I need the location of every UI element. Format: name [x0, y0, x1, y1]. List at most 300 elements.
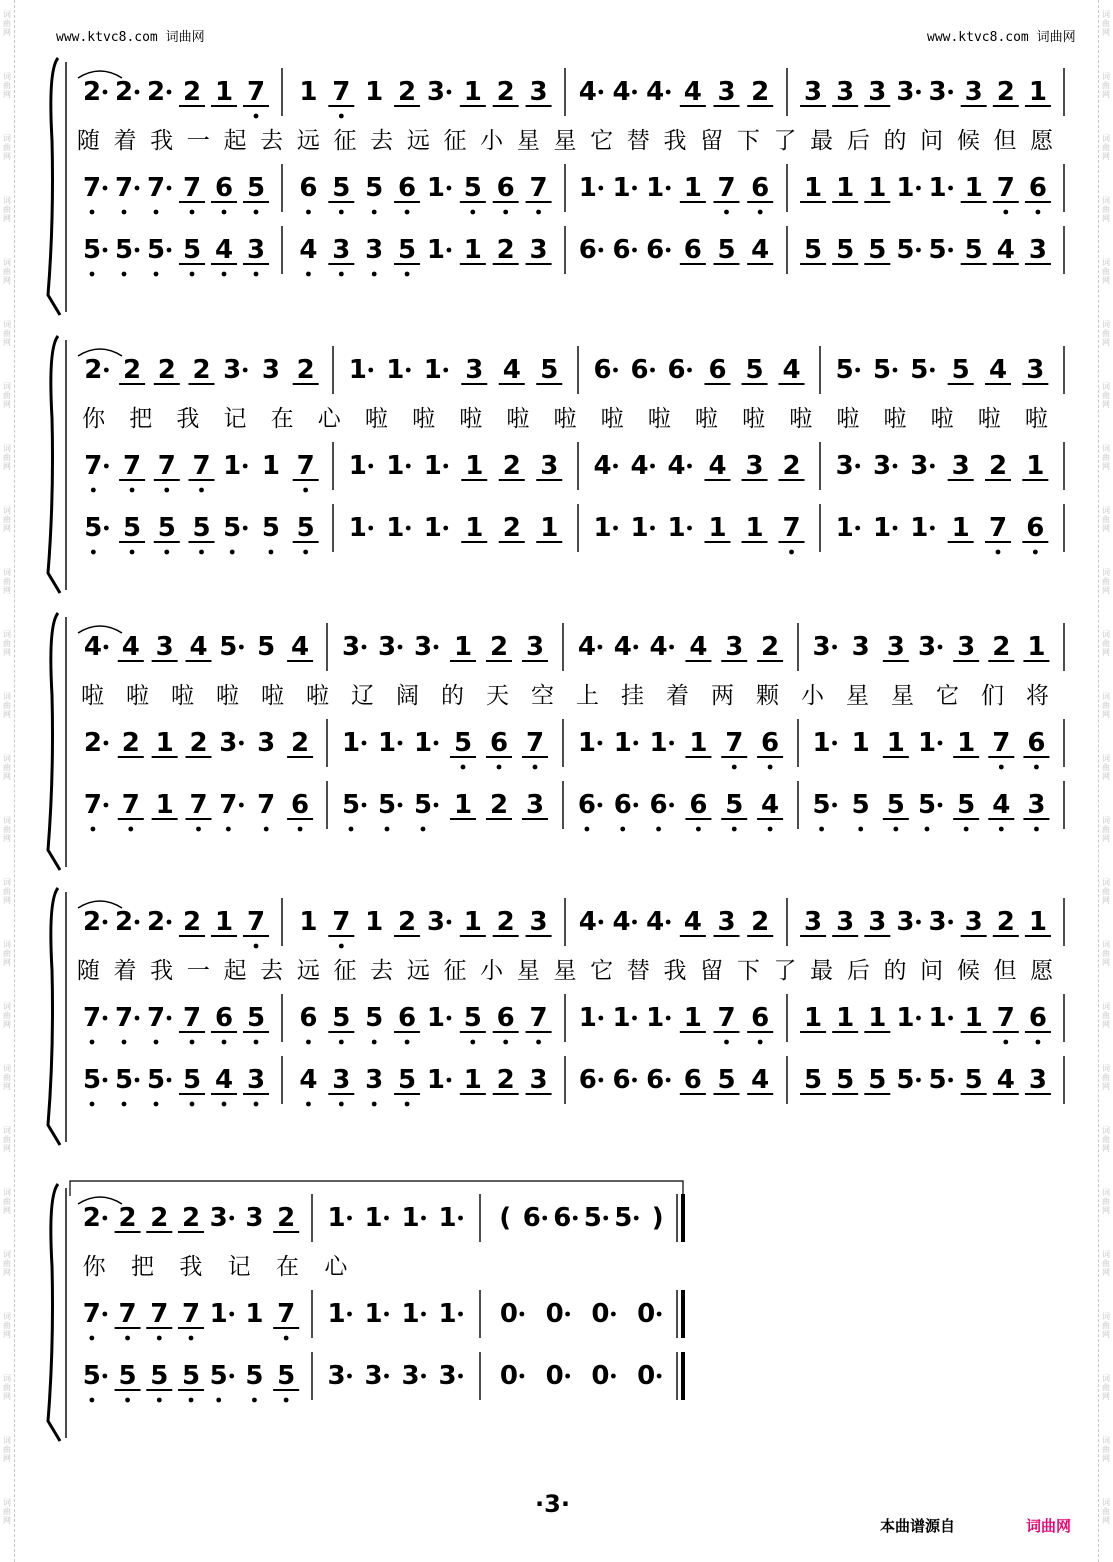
- note-digit: 3: [917, 632, 937, 662]
- duration-dot: [938, 645, 943, 650]
- note-digit: 2: [118, 1203, 137, 1233]
- duration-dot: [669, 803, 674, 808]
- duration-dot: [632, 920, 637, 925]
- duration-dot: [434, 645, 439, 650]
- site-label-left[interactable]: www.ktvc8.com 词曲网: [56, 30, 205, 45]
- margin-watermark: 词 曲 网: [1102, 1126, 1110, 1153]
- note-digit: 3: [401, 1361, 420, 1391]
- margin-watermark: 词 曲 网: [1102, 1498, 1110, 1525]
- note-digit: 7: [118, 1299, 137, 1329]
- margin-watermark: 词 曲 网: [3, 1312, 11, 1339]
- margin-watermark: 词 曲 网: [1102, 506, 1110, 533]
- low-octave-dot: [696, 827, 701, 832]
- note-digit: 1: [155, 790, 174, 820]
- note-digit: 1: [896, 1003, 915, 1033]
- margin-watermark: 词 曲 网: [1102, 878, 1110, 905]
- note-digit: 3: [246, 235, 266, 265]
- note-digit: 3: [364, 1361, 383, 1391]
- duration-dot: [598, 741, 603, 746]
- note-digit: 1: [348, 355, 367, 385]
- low-octave-dot: [405, 272, 410, 277]
- note-digit: 1: [423, 355, 442, 385]
- note-digit: 6: [522, 1203, 541, 1233]
- note-digit: 5: [717, 1065, 736, 1095]
- duration-dot: [542, 1216, 547, 1221]
- lyric-char: 征: [333, 958, 357, 984]
- note-digit: 3: [529, 77, 548, 107]
- note-digit: 1: [348, 513, 367, 543]
- lyric-char: 替: [626, 958, 650, 984]
- note-digit: 5: [868, 1065, 887, 1095]
- note-digit: 2: [988, 451, 1008, 481]
- note-digit: 5: [223, 513, 242, 543]
- low-octave-dot: [503, 1040, 508, 1045]
- note-digit: 0: [591, 1299, 610, 1329]
- note-digit: 1: [851, 728, 870, 758]
- note-digit: 3: [365, 1065, 384, 1095]
- note-digit: 1: [463, 1065, 482, 1095]
- note-digit: 1: [453, 632, 473, 662]
- duration-dot: [930, 526, 935, 531]
- system-brace: [48, 888, 60, 1145]
- note-digit: 1: [872, 513, 892, 543]
- note-digit: 1: [577, 728, 596, 758]
- note-digit: 3: [835, 451, 854, 481]
- low-octave-dot: [189, 1398, 194, 1403]
- margin-watermark: 词 曲 网: [3, 10, 11, 37]
- margin-watermark: 词 曲 网: [3, 1188, 11, 1215]
- lyric-char: 了: [773, 128, 797, 154]
- note-digit: 1: [364, 1299, 383, 1329]
- note-digit: 7: [192, 451, 211, 481]
- lyric-char: 愿: [1030, 958, 1054, 984]
- lyric-char: 一: [186, 128, 210, 154]
- duration-dot: [893, 368, 898, 373]
- note-digit: 4: [683, 77, 702, 107]
- note-digit: 4: [189, 632, 208, 662]
- note-digit: 5: [296, 513, 315, 543]
- duration-dot: [362, 741, 367, 746]
- note-digit: 3: [910, 451, 929, 481]
- note-digit: 5: [928, 235, 947, 265]
- duration-dot: [930, 368, 935, 373]
- margin-watermark: 词 曲 网: [1102, 444, 1110, 471]
- lyric-char: 在: [276, 1254, 299, 1280]
- lyric-char: 啦: [81, 683, 104, 709]
- duration-dot: [229, 1216, 234, 1221]
- note-digit: 1: [426, 173, 445, 203]
- low-octave-dot: [164, 550, 169, 555]
- note-digit: 4: [612, 907, 631, 937]
- low-octave-dot: [372, 272, 377, 277]
- note-digit: 3: [209, 1203, 228, 1233]
- lyric-char: 它: [936, 683, 959, 709]
- note-digit: 1: [593, 513, 612, 543]
- low-octave-dot: [893, 827, 898, 832]
- note-digit: 2: [996, 77, 1015, 107]
- duration-dot: [398, 645, 403, 650]
- note-digit: 5: [463, 173, 482, 203]
- duration-dot: [384, 1312, 389, 1317]
- note-digit: 4: [996, 1065, 1015, 1095]
- note-digit: 5: [804, 1065, 823, 1095]
- low-octave-dot: [349, 827, 354, 832]
- note-digit: 7: [717, 173, 736, 203]
- duration-dot: [135, 248, 140, 253]
- lyric-char: 啦: [600, 406, 624, 432]
- lyric-char: 啦: [977, 406, 1001, 432]
- low-octave-dot: [157, 1398, 162, 1403]
- note-digit: 1: [540, 513, 559, 543]
- note-digit: 1: [649, 728, 668, 758]
- lyric-char: 记: [227, 1254, 251, 1280]
- note-digit: 1: [917, 728, 937, 758]
- note-digit: 5: [964, 235, 983, 265]
- note-digit: 3: [964, 77, 983, 107]
- low-octave-dot: [196, 827, 201, 832]
- note-digit: 5: [540, 355, 559, 385]
- low-octave-dot: [130, 550, 135, 555]
- duration-dot: [104, 464, 109, 469]
- note-digit: 1: [957, 728, 976, 758]
- note-digit: 2: [489, 632, 509, 662]
- note-digit: 3: [245, 1203, 264, 1233]
- lyric-char: 了: [773, 958, 797, 984]
- duration-dot: [930, 464, 935, 469]
- note-digit: 4: [988, 355, 1008, 385]
- note-digit: 3: [438, 1361, 457, 1391]
- margin-watermark: 词 曲 网: [3, 506, 11, 533]
- duration-dot: [598, 90, 603, 95]
- note-digit: 6: [646, 1065, 665, 1095]
- low-octave-dot: [130, 488, 135, 493]
- note-digit: 4: [593, 451, 612, 481]
- note-digit: 1: [209, 1299, 228, 1329]
- duration-dot: [650, 368, 655, 373]
- low-octave-dot: [269, 550, 274, 555]
- margin-watermark: 词 曲 网: [3, 1126, 11, 1153]
- note-digit: 7: [181, 1299, 201, 1329]
- note-digit: 4: [299, 235, 318, 265]
- low-octave-dot: [90, 1040, 95, 1045]
- lyric-char: 空: [531, 683, 554, 709]
- low-octave-dot: [620, 827, 625, 832]
- low-octave-dot: [284, 1398, 289, 1403]
- duration-dot: [893, 526, 898, 531]
- low-octave-dot: [339, 1040, 344, 1045]
- lyric-char: 挂: [621, 683, 644, 709]
- low-octave-dot: [154, 1040, 159, 1045]
- lyric-char: 下: [736, 128, 760, 154]
- lyric-char: 远: [406, 958, 430, 984]
- duration-dot: [666, 920, 671, 925]
- margin-watermark: 词 曲 网: [1102, 320, 1110, 347]
- lyric-char: 着: [113, 128, 137, 154]
- margin-watermark: 词 曲 网: [1102, 134, 1110, 161]
- duration-dot: [406, 464, 411, 469]
- note-digit: 5: [836, 235, 855, 265]
- note-digit: 6: [613, 790, 632, 820]
- note-digit: 1: [364, 1203, 383, 1233]
- note-digit: 2: [992, 632, 1011, 662]
- note-digit: 5: [118, 1361, 137, 1391]
- lyric-char: 去: [260, 958, 284, 984]
- duration-dot: [384, 1216, 389, 1221]
- note-digit: 4: [996, 235, 1015, 265]
- note-digit: 1: [951, 513, 970, 543]
- lyric-char: 远: [406, 128, 430, 154]
- duration-dot: [650, 526, 655, 531]
- note-digit: 3: [465, 355, 484, 385]
- low-octave-dot: [405, 210, 410, 215]
- duration-dot: [167, 248, 172, 253]
- low-octave-dot: [122, 210, 127, 215]
- parenthesis-mark: ): [651, 1203, 664, 1233]
- lyric-char: 啦: [553, 406, 577, 432]
- lyric-char: 起: [223, 958, 247, 984]
- note-digit: 2: [398, 77, 417, 107]
- lyric-char: 最: [810, 958, 834, 984]
- note-digit: 1: [423, 513, 442, 543]
- note-digit: 6: [683, 235, 702, 265]
- note-digit: 2: [277, 1203, 296, 1233]
- lyric-char: 起: [223, 128, 247, 154]
- note-digit: 6: [683, 1065, 702, 1095]
- lyric-char: 随: [76, 128, 100, 154]
- duration-dot: [102, 1216, 107, 1221]
- site-label-right[interactable]: www.ktvc8.com 词曲网: [927, 30, 1076, 45]
- lyric-char: 你: [82, 1254, 106, 1280]
- note-digit: 3: [725, 632, 744, 662]
- note-digit: 5: [332, 173, 351, 203]
- lyric-char: 星: [516, 128, 540, 154]
- note-digit: 5: [453, 728, 473, 758]
- margin-watermark: 词 曲 网: [3, 878, 11, 905]
- low-octave-dot: [254, 272, 259, 277]
- duration-dot: [948, 186, 953, 191]
- low-octave-dot: [385, 827, 390, 832]
- note-digit: 1: [689, 728, 708, 758]
- note-digit: 1: [836, 1003, 855, 1033]
- duration-dot: [347, 1216, 352, 1221]
- duration-dot: [598, 1078, 603, 1083]
- duration-dot: [666, 248, 671, 253]
- note-digit: 1: [613, 728, 632, 758]
- low-octave-dot: [461, 765, 466, 770]
- note-digit: 7: [782, 513, 801, 543]
- low-octave-dot: [536, 1040, 541, 1045]
- low-octave-dot: [154, 1102, 159, 1107]
- note-digit: 1: [630, 513, 649, 543]
- low-octave-dot: [758, 1040, 763, 1045]
- note-digit: 1: [365, 907, 384, 937]
- lyric-char: 啦: [1024, 406, 1048, 432]
- duration-dot: [447, 1016, 452, 1021]
- lyric-char: 下: [736, 958, 760, 984]
- footer-brand[interactable]: 词曲网: [1026, 1517, 1072, 1535]
- note-digit: 3: [365, 235, 384, 265]
- duration-dot: [598, 803, 603, 808]
- note-digit: 3: [896, 77, 915, 107]
- note-digit: 2: [496, 907, 515, 937]
- note-digit: 2: [84, 355, 103, 385]
- lyric-char: 小: [801, 683, 824, 709]
- lyric-char: 将: [1026, 683, 1049, 709]
- note-digit: 3: [413, 632, 433, 662]
- duration-dot: [167, 90, 172, 95]
- lyric-char: 在: [270, 406, 294, 432]
- note-digit: 5: [896, 1065, 915, 1095]
- lyric-char: 随: [76, 958, 100, 984]
- note-digit: 4: [83, 632, 102, 662]
- duration-dot: [657, 1312, 662, 1317]
- note-digit: 2: [761, 632, 780, 662]
- note-digit: 5: [725, 790, 744, 820]
- duration-dot: [104, 741, 109, 746]
- note-digit: 7: [150, 1299, 169, 1329]
- note-digit: 6: [553, 1203, 572, 1233]
- duration-dot: [384, 1374, 389, 1379]
- lyric-char: 天: [486, 683, 509, 709]
- duration-dot: [167, 1016, 172, 1021]
- duration-dot: [103, 90, 108, 95]
- note-digit: 1: [928, 1003, 947, 1033]
- margin-watermark: 词 曲 网: [3, 196, 11, 223]
- low-octave-dot: [421, 827, 426, 832]
- note-digit: 1: [804, 173, 823, 203]
- note-digit: 4: [578, 907, 597, 937]
- note-digit: 2: [751, 77, 770, 107]
- note-digit: 6: [489, 728, 509, 758]
- note-digit: 7: [257, 790, 276, 820]
- low-octave-dot: [789, 550, 794, 555]
- low-octave-dot: [122, 1040, 127, 1045]
- duration-dot: [598, 1016, 603, 1021]
- low-octave-dot: [339, 1102, 344, 1107]
- note-digit: 1: [377, 728, 397, 758]
- margin-watermark: 词 曲 网: [3, 72, 11, 99]
- duration-dot: [347, 1312, 352, 1317]
- note-digit: 4: [646, 77, 665, 107]
- lyric-char: 我: [663, 958, 687, 984]
- note-digit: 3: [868, 907, 887, 937]
- note-digit: 5: [82, 235, 102, 265]
- note-digit: 5: [257, 632, 276, 662]
- note-digit: 5: [836, 1065, 855, 1095]
- note-digit: 2: [296, 355, 315, 385]
- note-digit: 6: [496, 1003, 515, 1033]
- low-octave-dot: [724, 210, 729, 215]
- low-octave-dot: [90, 210, 95, 215]
- duration-dot: [347, 1374, 352, 1379]
- note-digit: 3: [851, 632, 870, 662]
- note-digit: 5: [219, 632, 238, 662]
- lyric-char: 心: [324, 1254, 348, 1280]
- note-digit: 3: [717, 77, 736, 107]
- lyric-char: 两: [711, 683, 734, 709]
- note-digit: 6: [649, 790, 668, 820]
- duration-dot: [447, 1078, 452, 1083]
- low-octave-dot: [964, 827, 969, 832]
- margin-watermark: 词 曲 网: [1102, 1436, 1110, 1463]
- note-digit: 6: [1026, 513, 1045, 543]
- duration-dot: [135, 90, 140, 95]
- lyric-char: 啦: [216, 683, 239, 709]
- note-digit: 1: [365, 77, 384, 107]
- low-octave-dot: [254, 944, 259, 949]
- duration-dot: [669, 741, 674, 746]
- note-digit: 6: [291, 790, 310, 820]
- duration-dot: [104, 645, 109, 650]
- note-digit: 0: [499, 1361, 518, 1391]
- note-digit: 1: [155, 728, 174, 758]
- lyric-char: 们: [981, 683, 1004, 709]
- low-octave-dot: [1036, 1040, 1041, 1045]
- note-digit: 5: [261, 513, 280, 543]
- note-digit: 1: [683, 1003, 702, 1033]
- duration-dot: [421, 1312, 426, 1317]
- low-octave-dot: [264, 827, 269, 832]
- note-digit: 4: [782, 355, 801, 385]
- duration-dot: [611, 1374, 616, 1379]
- note-digit: 4: [214, 1065, 234, 1095]
- note-digit: 5: [804, 235, 823, 265]
- note-digit: 4: [751, 1065, 770, 1095]
- note-digit: 1: [386, 355, 405, 385]
- note-digit: 2: [496, 1065, 515, 1095]
- lyric-char: 着: [666, 683, 689, 709]
- low-octave-dot: [470, 1040, 475, 1045]
- note-digit: 6: [612, 235, 631, 265]
- duration-dot: [519, 1374, 524, 1379]
- margin-watermark: 词 曲 网: [3, 568, 11, 595]
- low-octave-dot: [226, 827, 231, 832]
- note-digit: 1: [886, 728, 905, 758]
- low-octave-dot: [1033, 550, 1038, 555]
- note-digit: 1: [1028, 77, 1047, 107]
- note-digit: 6: [496, 173, 515, 203]
- duration-dot: [948, 248, 953, 253]
- low-octave-dot: [89, 1336, 94, 1341]
- note-digit: 5: [182, 1065, 202, 1095]
- note-digit: 4: [214, 235, 234, 265]
- margin-watermark: 词 曲 网: [3, 258, 11, 285]
- low-octave-dot: [339, 210, 344, 215]
- note-digit: 4: [683, 907, 702, 937]
- lyric-char: 去: [260, 128, 284, 154]
- note-digit: 5: [146, 235, 166, 265]
- lyric-char: 问: [920, 958, 944, 984]
- note-digit: 5: [928, 1065, 947, 1095]
- lyric-char: 它: [590, 958, 614, 984]
- duration-dot: [598, 920, 603, 925]
- lyric-char: 星: [553, 958, 577, 984]
- note-digit: 4: [502, 355, 521, 385]
- note-digit: 5: [192, 513, 211, 543]
- duration-dot: [443, 464, 448, 469]
- low-octave-dot: [339, 272, 344, 277]
- note-digit: 3: [1028, 1065, 1047, 1095]
- note-digit: 7: [992, 728, 1011, 758]
- note-digit: 3: [951, 451, 970, 481]
- low-octave-dot: [189, 1336, 194, 1341]
- note-digit: 5: [245, 1361, 264, 1391]
- note-digit: 1: [683, 173, 702, 203]
- duration-dot: [421, 1374, 426, 1379]
- duration-dot: [447, 186, 452, 191]
- note-digit: 7: [332, 77, 351, 107]
- lyric-char: 啦: [789, 406, 813, 432]
